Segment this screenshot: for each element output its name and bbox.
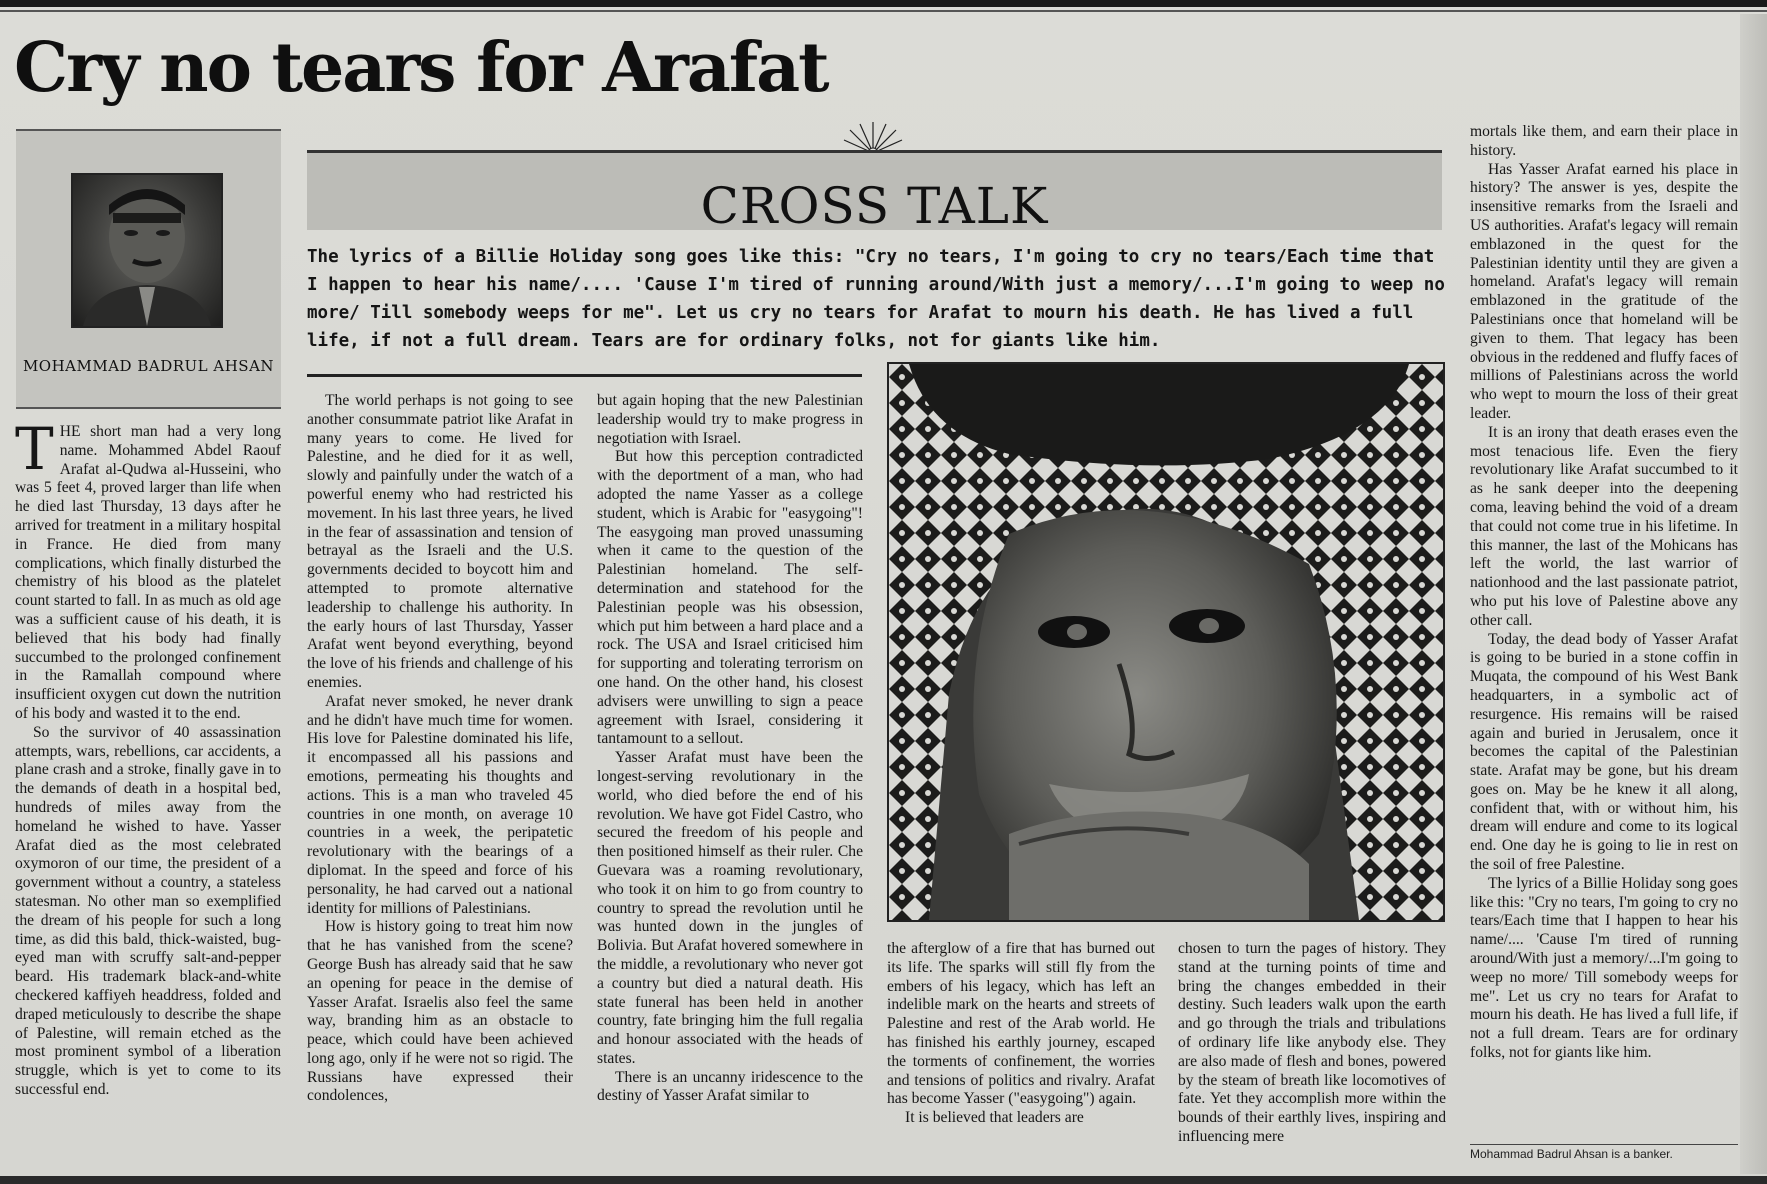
paragraph: Has Yasser Arafat earned his place in history? The answer is yes, despite the insensitive remarks from the Israeli and US authorities. Arafat's legacy will remain emblazoned in the quest for the Palestinian identity until they are given a homeland. Arafat's legacy will remain emblazoned in the gratitude of the Palestinians once that homeland will be given to them. That legacy has been obvious in the reddened and fluffy faces of millions of Palestinians across the world who wept to mourn the loss of their great leader.	[1470, 160, 1738, 422]
author-photo	[71, 173, 223, 328]
author-name: MOHAMMAD BADRUL AHSAN	[22, 357, 275, 375]
paragraph: There is an uncanny iridescence to the destiny of Yasser Arafat similar to	[597, 1068, 863, 1105]
bottom-rule	[0, 1176, 1767, 1184]
article-column-6	[1470, 123, 1738, 1133]
deck-intro: The lyrics of a Billie Holiday song goes like this: "Cry no tears, I'm going to cry no tears/Each time that I happen to hear his name/.... 'Cause I'm tired of running around/With just a memory/...I'm going to weep no more/ Till somebody weeps for me". Let us cry no tears for Arafat to mourn his death. He has lived a full life, if not a full dream. Tears are for ordinary folks, not for giants like him.	[307, 247, 1445, 351]
article-column-2	[307, 392, 573, 1168]
paragraph: The lyrics of a Billie Holiday song goes like this: "Cry no tears, I'm going to cry no tears/Each time that I happen to hear his name/.... 'Cause I'm tired of running around/With just a memory/...I'm going to weep no more/ Till somebody weeps for me". Let us cry no tears for Arafat to mourn his death. He has lived a full life, if not a full dream. Tears are for ordinary folks, not for giants like him.	[1470, 874, 1738, 1062]
paragraph: How is history going to treat him now that he has vanished from the scene? George Bush has already said that he saw an opening for peace in the demise of Yasser Arafat. Israelis also feel the same way, branding him as an obstacle to peace, which could have been achieved long ago, only if he were not so rigid. The Russians have expressed their condolences,	[307, 918, 573, 1105]
article-column-5	[1178, 940, 1446, 1168]
deck-rule	[307, 374, 862, 377]
headline: Cry no tears for Arafat	[14, 28, 828, 108]
cross-talk-banner	[307, 150, 1442, 235]
paragraph: THE short man had a very long name. Mohammed Abdel Raouf Arafat al-Qudwa al-Husseini, who was 5 feet 4, proved larger than life when he died last Thursday, 13 days after he arrived for treatment in a military hospital in France. He died from many complications, which finally disturbed the chemistry of his blood as the platelet count started to fall. In as much as old age was a sufficient cause of his death, it is believed that his body had finally succumbed to the prolonged confinement in the Ramallah compound where insufficient oxygen cut down the nutrition of his body and wasted it to the end.	[15, 423, 281, 722]
paragraph: chosen to turn the pages of history. They stand at the turning points of time and bring the changes embedded in their destiny. Such leaders walk upon the earth and go through the trials and tribulations of ordinary life like anybody else. They are also made of flesh and bones, powered by the steam of breath like locomotives of fate. Yet they accomplish more within the bounds of their earthly lives, inspiring and influencing mere	[1178, 940, 1446, 1145]
author-box	[16, 129, 281, 409]
drop-cap: T	[15, 423, 54, 483]
author-footnote: Mohammad Badrul Ahsan is a banker.	[1470, 1144, 1738, 1161]
page-edge	[1740, 14, 1767, 1174]
paragraph: mortals like them, and earn their place in history.	[1470, 123, 1738, 159]
paragraph: the afterglow of a fire that has burned out its life. The sparks will still fly from the embers of his legacy, which has left an indelible mark on the hearts and streets of Palestine and rest of the Arab world. He has finished his earthly journey, escaped the torments of confinement, the worries and tensions of politics and rivalry. Arafat has become Yasser ("easygoing") again.	[887, 940, 1155, 1108]
paragraph: But how this perception contradicted with the deportment of a man, who had adopted the name Yasser as a college student, which is Arabic for "easygoing"! The easygoing man proved unassuming when it came to the question of the Palestinian homeland. The self-determination and statehood for the Palestinian people was his obsession, which put him between a hard place and a rock. The USA and Israel criticised him for supporting and tolerating terrorism on one hand. On the other hand, his closest advisers were unwilling to sign a peace agreement with Israel, considering it tantamount to a sellout.	[597, 448, 863, 748]
top-rule-thin	[0, 10, 1767, 12]
paragraph: It is believed that leaders are	[905, 1109, 1084, 1127]
article-column-3	[597, 392, 863, 1168]
article-column-4	[887, 940, 1155, 1168]
paragraph: So the survivor of 40 assassination attempts, wars, rebellions, car accidents, a plane crash and a stroke, finally gave in to the demands of death in a hospital bed, hundreds of miles away from the homeland he wished to have. Yasser Arafat died as the most celebrated oxymoron of our time, the president of a government without a country, a stateless statesman. No other man so exemplified the dream of his people for such a long time, as did this bald, thick-waisted, bug-eyed man with scruffy salt-and-pepper beard. His trademark black-and-white checkered kaffiyeh headdress, folded and draped meticulously to describe the shape of Palestine, will remain etched as the most prominent symbol of a liberation struggle, which is yet to come to its successful end.	[15, 723, 281, 1098]
paragraph: Today, the dead body of Yasser Arafat is going to be buried in a stone coffin in Muqata, the compound of his West Bank headquarters, in a symbolic act of resurgence. His remains will be raised again and buried in Jerusalem, once it becomes the capital of the Palestinian state. Arafat may be gone, but his dream goes on. May be he knew it all along, confident that, with or without him, his dream will endure and come to its logical end. One day he is going to lie in rest on the soil of free Palestine.	[1470, 630, 1738, 874]
top-rule	[0, 0, 1767, 7]
paragraph: but again hoping that the new Palestinian leadership would try to make progress in negotiation with Israel.	[597, 392, 863, 447]
paragraph: Arafat never smoked, he never drank and he didn't have much time for women. His love for Palestine dominated his life, it encompassed all his passions and emotions, permeating his thoughts and actions. This is a man who traveled 45 countries in one month, on average 10 countries in a week, the peripatetic revolutionary with the bearings of a diplomat. In the speed and force of his personality, he had carved out a national identity for millions of Palestinians.	[307, 692, 573, 917]
section-title: CROSS TALK	[700, 177, 1049, 235]
paragraph: It is an irony that death erases even the most tenacious life. Even the fiery revolutionary like Arafat succumbed to it as he sank deeper into the deepening coma, leaving behind the void of a dream that could not come true in his lifetime. In this manner, the last of the Mohicans has left the world, the last warrior of nationhood and the last passionate patriot, who put his love of Palestine above any other call.	[1470, 423, 1738, 629]
arafat-photo	[887, 362, 1445, 922]
paragraph: The world perhaps is not going to see another consummate patriot like Arafat in many years to come. He lived for Palestine, and he died for it as well, slowly and painfully under the watch of a powerful enemy who had restricted his movement. In his last three years, he lived in the fear of assassination and tension of betrayal as the Israeli and the U.S. governments decided to boycott him and attempted to promote alternative leadership to challenge his authority. In the early hours of last Thursday, Yasser Arafat went beyond everything, beyond the love of his friends and challenge of his enemies.	[307, 392, 573, 691]
article-column-1	[15, 423, 281, 1169]
paragraph: Yasser Arafat must have been the longest-serving revolutionary in the world, who died before the end of his revolution. We have got Fidel Castro, who secured the freedom of his people and then positioned himself as their ruler. Che Guevara was a roaming revolutionary, who took it on him to go from country to country to spread the revolution until he was hunted down in the jungles of Bolivia. But Arafat hovered somewhere in the middle, a revolutionary who never got a country but died a natural death. His state funeral has been held in another country, fate bringing him the full regalia and honour associated with the heads of states.	[597, 749, 863, 1067]
